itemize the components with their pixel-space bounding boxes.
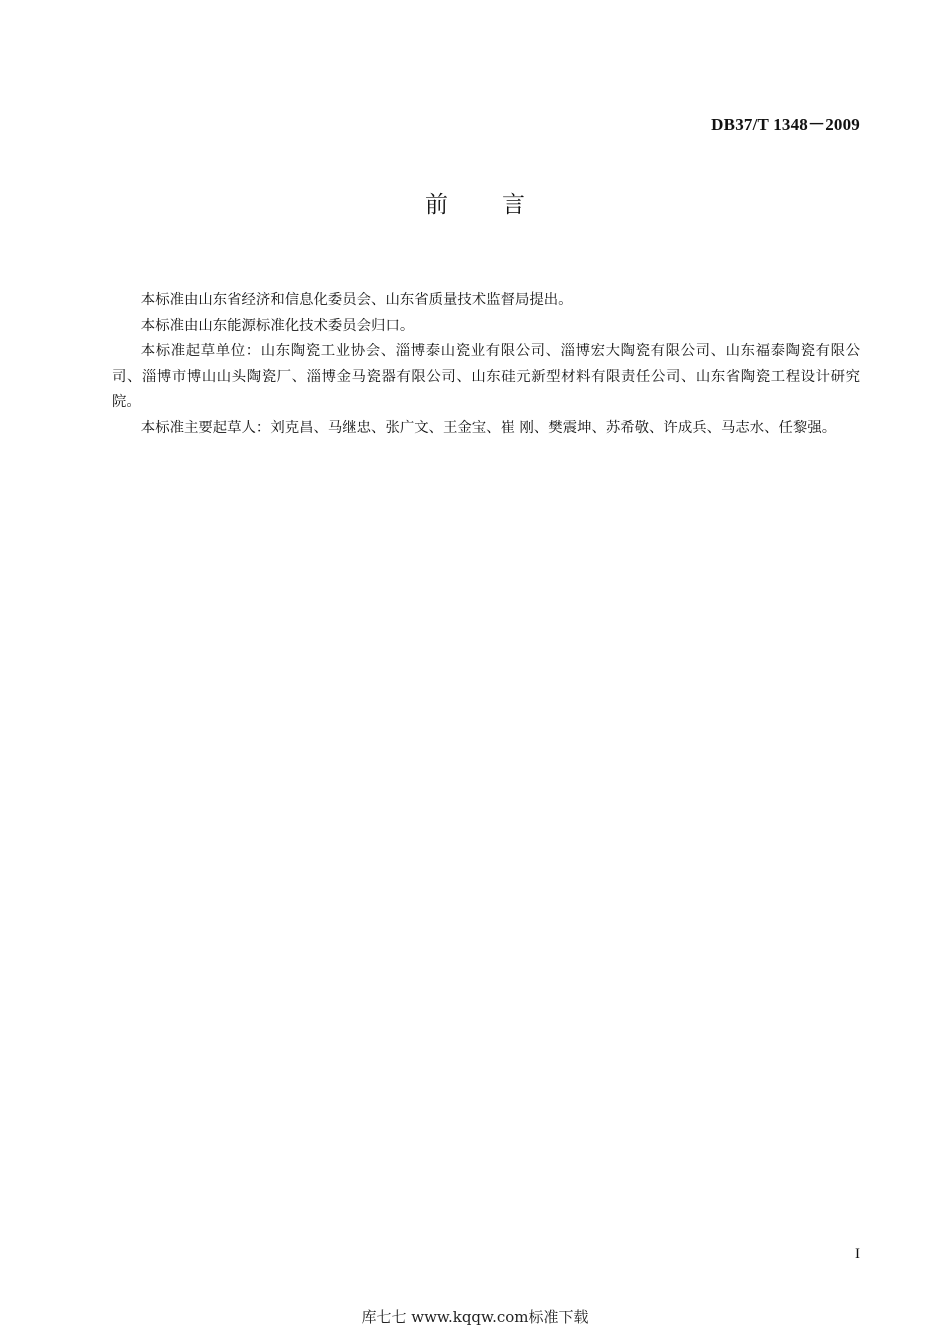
page-title [0, 186, 950, 219]
paragraph-drafters: 本标准主要起草人：刘克昌、马继忠、张广文、王金宝、崔 刚、樊震坤、苏希敬、许成兵、马志水、任黎强。 [140, 419, 837, 436]
title-char-2: 言 [502, 192, 525, 218]
footer-watermark-text: 库七七 www.kqqw.com标准下载 [361, 1308, 589, 1326]
paragraph-drafting-units: 本标准起草单位：山东陶瓷工业协会、淄博泰山瓷业有限公司、淄博宏大陶瓷有限公司、山东福泰陶瓷有限公司、淄博市博山山头陶瓷厂、淄博金马瓷器有限公司、山东硅元新型材料有限责任公司、山东省陶瓷工程设计研究院。 [112, 343, 860, 410]
page-number: I [855, 1246, 860, 1262]
foreword-body [112, 288, 860, 441]
title-char-1: 前 [425, 192, 448, 218]
document-code: DB37/T 1348－2009 [711, 115, 860, 134]
paragraph-committee: 本标准由山东能源标准化技术委员会归口。 [140, 317, 415, 334]
paragraph-proposer: 本标准由山东省经济和信息化委员会、山东省质量技术监督局提出。 [140, 292, 573, 308]
